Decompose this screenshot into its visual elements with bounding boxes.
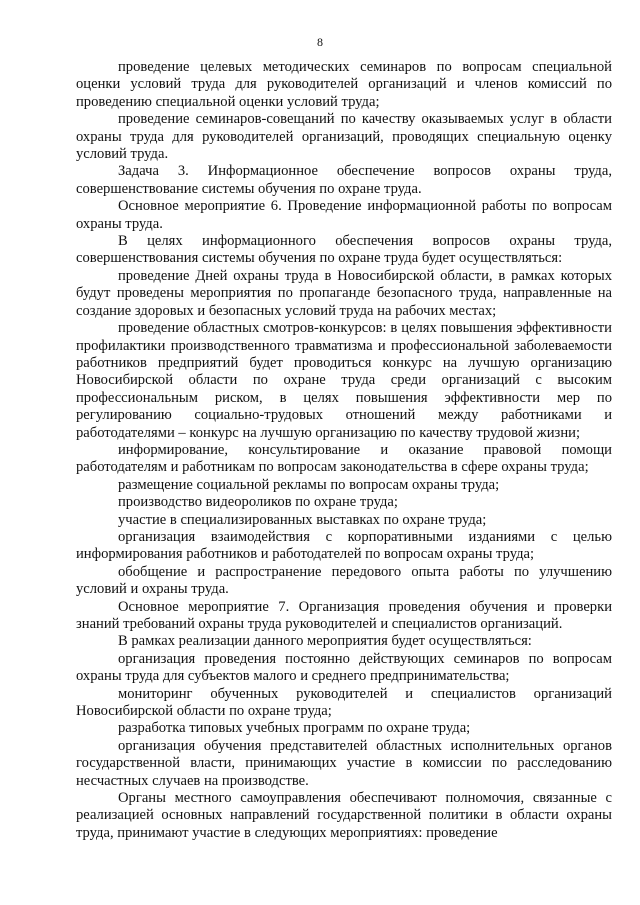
paragraph-main-activity-7: Основное мероприятие 7. Организация проведения обучения и проверки знаний требований охраны труда руководителей и специалистов организаций. xyxy=(76,598,612,632)
paragraph-task-3: Задача 3. Информационное обеспечение вопросов охраны труда, совершенствование системы обучения по охране труда. xyxy=(76,163,612,197)
document-body xyxy=(76,59,612,842)
paragraph-monitoring-trained: мониторинг обученных руководителей и специалистов организаций Новосибирской области по охране труда; xyxy=(76,685,612,720)
paragraph-permanent-seminars: организация проведения постоянно действующих семинаров по вопросам охраны труда для субъектов малого и среднего предпринимательства; xyxy=(76,650,612,685)
paragraph-seminars-special-assessment: проведение целевых методических семинаров по вопросам специальной оценки условий труда для руководителей организаций и членов комиссий по проведению специальной оценки условий труда; xyxy=(76,59,612,110)
paragraph-local-government: Органы местного самоуправления обеспечивают полномочия, связанные с реализацией основных направлений государственной политики в области охраны труда, принимают участие в следующих мероприятиях: проведение xyxy=(76,790,612,841)
paragraph-exhibitions: участие в специализированных выставках по охране труда; xyxy=(118,511,487,528)
paragraph-seminars-quality: проведение семинаров-совещаний по качеству оказываемых услуг в области охраны труда для руководителей организаций, проводящих специальную оценку условий труда. xyxy=(76,111,612,163)
paragraph-legal-assistance: информирование, консультирование и оказание правовой помощи работодателям и работникам по вопросам законодательства в сфере охраны труда; xyxy=(76,441,612,476)
paragraph-video-production: производство видеороликов по охране труда; xyxy=(118,494,398,511)
paragraph-best-practices: обобщение и распространение передового опыта работы по улучшению условий и охраны труда. xyxy=(76,563,612,598)
paragraph-labour-safety-days: проведение Дней охраны труда в Новосибирской области, в рамках которых будут проведены мероприятия по пропаганде безопасного труда, направленные на создание здоровых и безопасных условий труда на рабочих местах; xyxy=(76,267,612,319)
paragraph-information-support-intro: В целях информационного обеспечения вопросов охраны труда, совершенствования системы обучения по охране труда будет осуществляться: xyxy=(76,233,612,267)
paragraph-main-activity-6: Основное мероприятие 6. Проведение информационной работы по вопросам охраны труда. xyxy=(76,198,612,232)
paragraph-corporate-media: организация взаимодействия с корпоративными изданиями с целью информирования работников и работодателей по вопросам охраны труда; xyxy=(76,528,612,563)
paragraph-implementation-intro: В рамках реализации данного мероприятия будет осуществляться: xyxy=(118,633,532,650)
paragraph-regional-contests: проведение областных смотров-конкурсов: в целях повышения эффективности профилактики производственного травматизма и профессиональной заболеваемости работников предприятий будет проводиться конкурс на лучшую организацию Новосибирской области по охране труда среди организаций с высоким профессиональным риском, в целях повышения эффективности мер по регулированию социально-трудовых отношений между работниками и работодателями – конкурс на лучшую организацию по качеству трудовой жизни; xyxy=(76,320,612,441)
paragraph-training-representatives: организация обучения представителей областных исполнительных органов государственной власти, принимающих участие в комиссии по расследованию несчастных случаев на производстве. xyxy=(76,737,612,789)
paragraph-training-programs: разработка типовых учебных программ по охране труда; xyxy=(118,720,471,737)
paragraph-social-advertising: размещение социальной рекламы по вопросам охраны труда; xyxy=(118,476,500,493)
page-number: 8 xyxy=(317,35,323,49)
